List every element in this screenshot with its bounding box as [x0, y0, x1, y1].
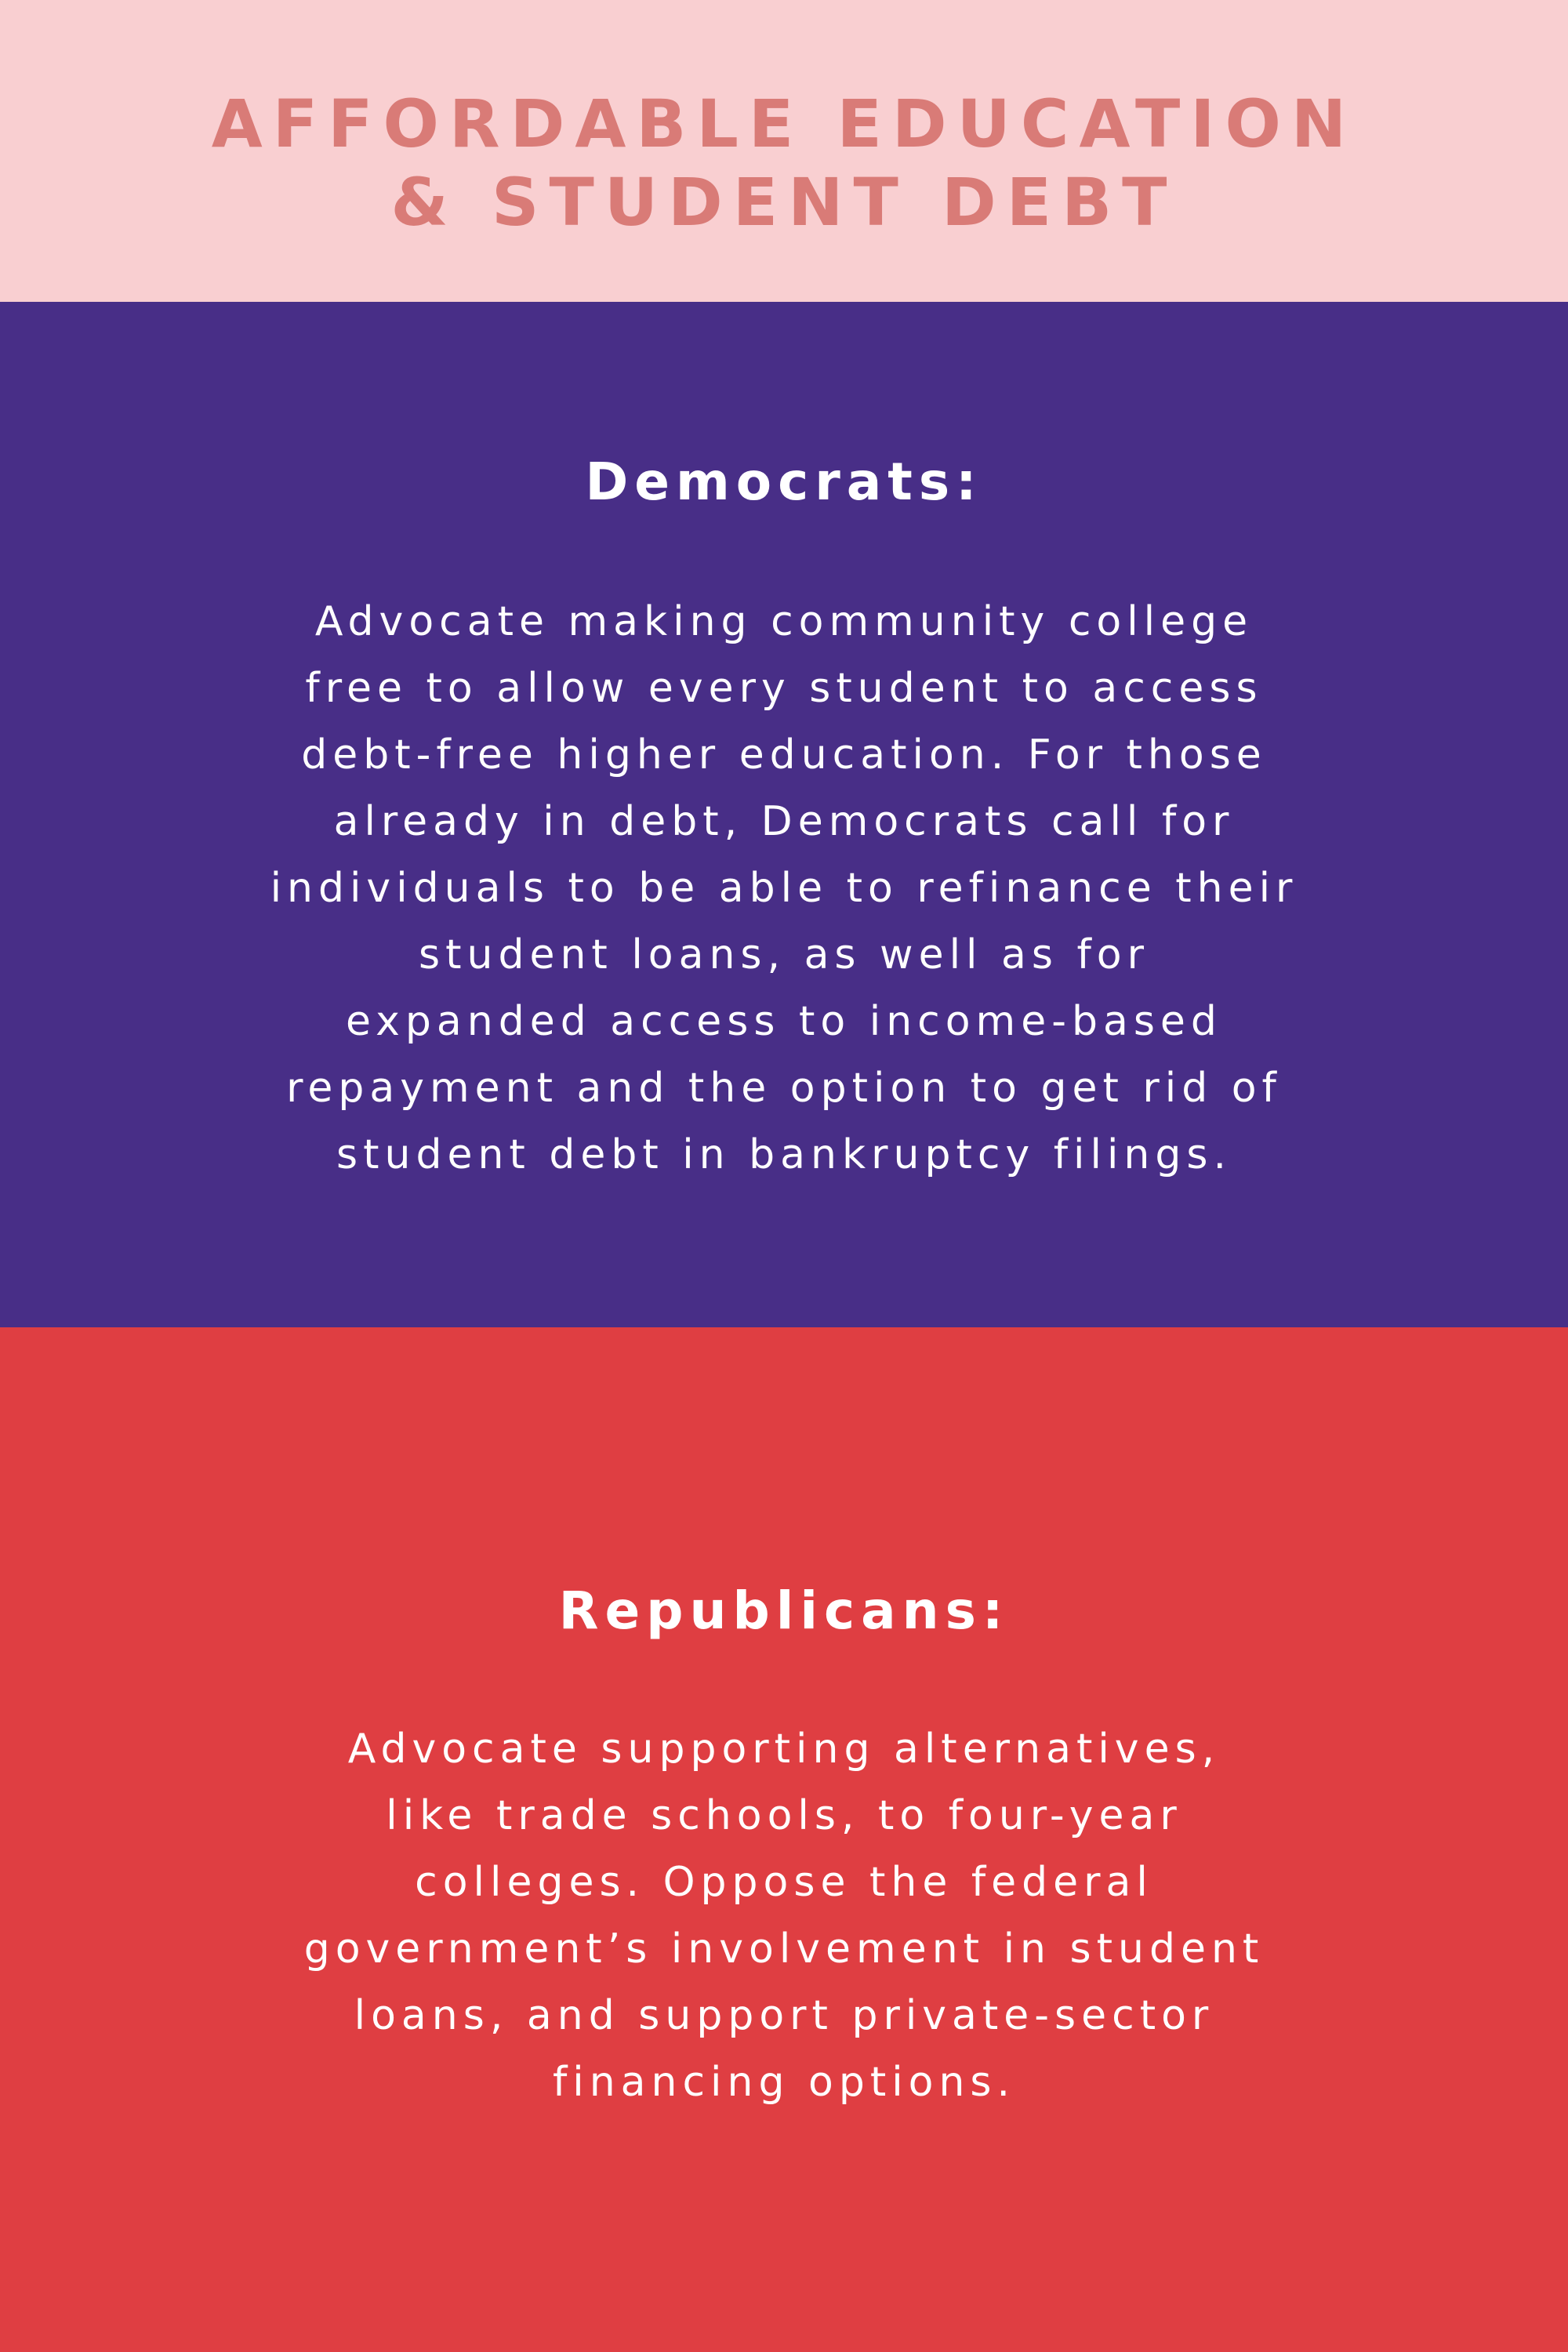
republicans-text-line: like trade schools, to four-year	[386, 1792, 1182, 1839]
republicans-text-line: colleges. Oppose the federal	[415, 1859, 1153, 1906]
democrats-text-line: Advocate making community college	[314, 598, 1254, 645]
democrats-text-line: already in debt, Democrats call for	[333, 798, 1235, 845]
democrats-text-line: expanded access to income-based	[346, 998, 1222, 1045]
republicans-text-line: financing options.	[552, 2059, 1016, 2106]
democrats-text-line: repayment and the option to get rid of	[286, 1065, 1282, 1112]
democrats-text-line: individuals to be able to refinance their	[270, 865, 1298, 912]
democrats-section	[0, 302, 1568, 1327]
republicans-section	[0, 1327, 1568, 2352]
republicans-text-line: government’s involvement in student	[303, 1926, 1265, 1973]
republicans-text-line: loans, and support private-sector	[354, 1992, 1214, 2039]
democrats-heading: Democrats:	[585, 452, 983, 512]
title-line-1: AFFORDABLE EDUCATION	[211, 85, 1357, 162]
democrats-text-line: debt-free higher education. For those	[301, 731, 1267, 779]
republicans-heading: Republicans:	[558, 1581, 1010, 1641]
page-title	[0, 85, 1568, 241]
title-line-2: & STUDENT DEBT	[390, 164, 1178, 241]
democrats-text-line: student debt in bankruptcy filings.	[336, 1131, 1232, 1178]
democrats-text-line: student loans, as well as for	[419, 931, 1149, 978]
democrats-text-line: free to allow every student to access	[305, 665, 1263, 712]
header-banner	[0, 0, 1568, 302]
republicans-text-line: Advocate supporting alternatives,	[347, 1726, 1221, 1773]
